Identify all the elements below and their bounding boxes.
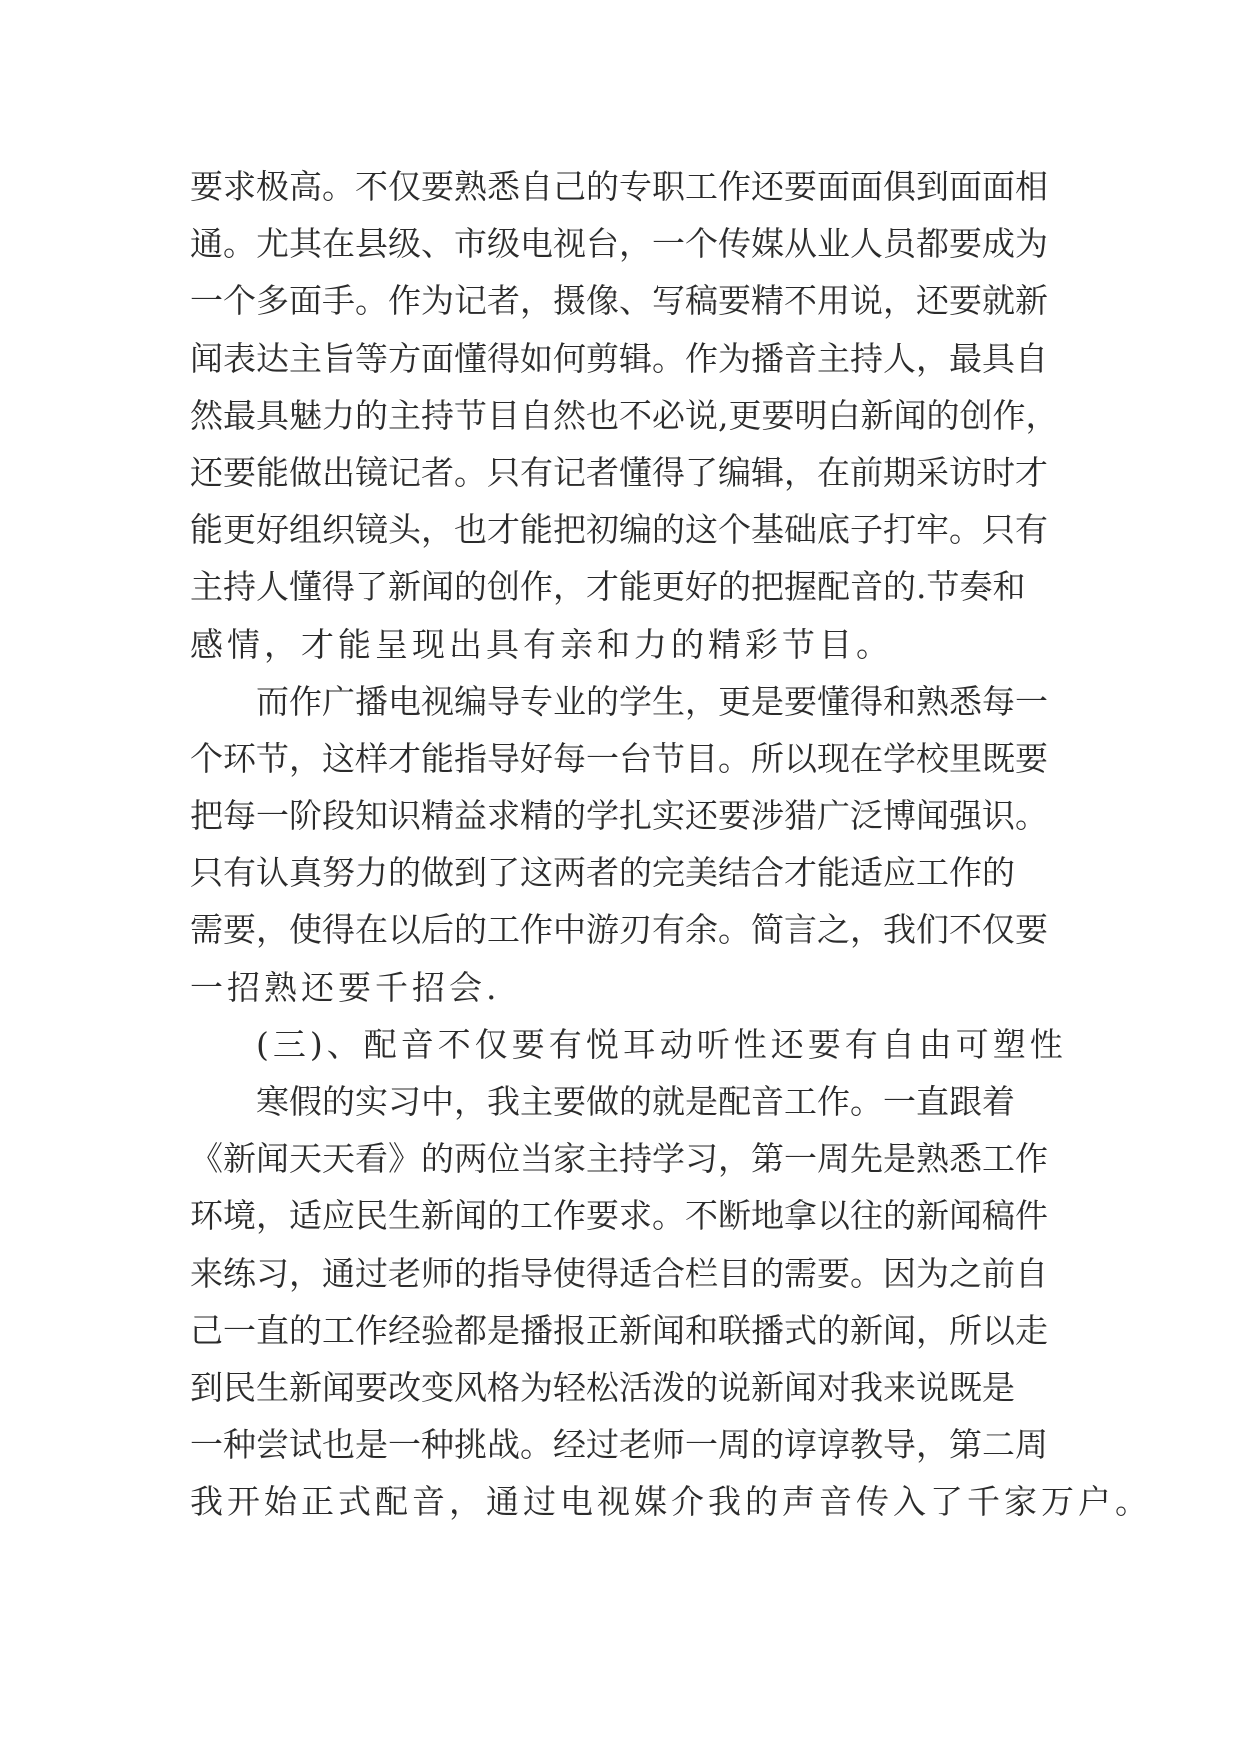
text-line: 来练习，通过老师的指导使得适合栏目的需要。因为之前自	[190, 1253, 1048, 1293]
text-line: 我开始正式配音，通过电视媒介我的声音传入了千家万户。	[190, 1482, 1152, 1522]
text-line: 只有认真努力的做到了这两者的完美结合才能适应工作的	[190, 853, 1015, 893]
text-line: 己一直的工作经验都是播报正新闻和联播式的新闻，所以走	[190, 1310, 1048, 1350]
text-line: 到民生新闻要改变风格为轻松活泼的说新闻对我来说既是	[190, 1367, 1015, 1407]
text-line: 寒假的实习中，我主要做的就是配音工作。一直跟着	[256, 1082, 1015, 1121]
text-line: (三)、配音不仅要有悦耳动听性还要有自由可塑性	[256, 1024, 1067, 1064]
text-line: 需要，使得在以后的工作中游刃有余。简言之，我们不仅要	[190, 910, 1048, 950]
text-line: 《新闻天天看》的两位当家主持学习，第一周先是熟悉工作	[190, 1139, 1048, 1179]
text-line: 闻表达主旨等方面懂得如何剪辑。作为播音主持人，最具自	[190, 338, 1048, 378]
text-line: 能更好组织镜头，也才能把初编的这个基础底子打牢。只有	[190, 510, 1048, 550]
text-line: 然最具魅力的主持节目自然也不必说,更要明白新闻的创作，	[190, 395, 1059, 435]
text-line: 一个多面手。作为记者，摄像、写稿要精不用说，还要就新	[190, 281, 1048, 321]
body-text	[190, 158, 1152, 1531]
text-line: 感情，才能呈现出具有亲和力的精彩节目。	[190, 624, 893, 664]
text-line: 要求极高。不仅要熟悉自己的专职工作还要面面俱到面面相	[190, 167, 1048, 206]
text-line: 个环节，这样才能指导好每一台节目。所以现在学校里既要	[190, 738, 1048, 778]
text-line: 主持人懂得了新闻的创作，才能更好的把握配音的.节奏和	[190, 567, 1026, 607]
text-line: 把每一阶段知识精益求精的学扎实还要涉猎广泛博闻强识。	[190, 796, 1048, 836]
text-line: 而作广播电视编导专业的学生，更是要懂得和熟悉每一	[256, 681, 1048, 721]
text-line: 环境，适应民生新闻的工作要求。不断地拿以往的新闻稿件	[190, 1196, 1048, 1236]
text-line: 一种尝试也是一种挑战。经过老师一周的谆谆教导，第二周	[190, 1425, 1048, 1465]
text-line: 一招熟还要千招会.	[190, 967, 501, 1007]
text-line: 还要能做出镜记者。只有记者懂得了编辑，在前期采访时才	[190, 452, 1048, 492]
text-line: 通。尤其在县级、市级电视台，一个传媒从业人员都要成为	[190, 224, 1048, 264]
